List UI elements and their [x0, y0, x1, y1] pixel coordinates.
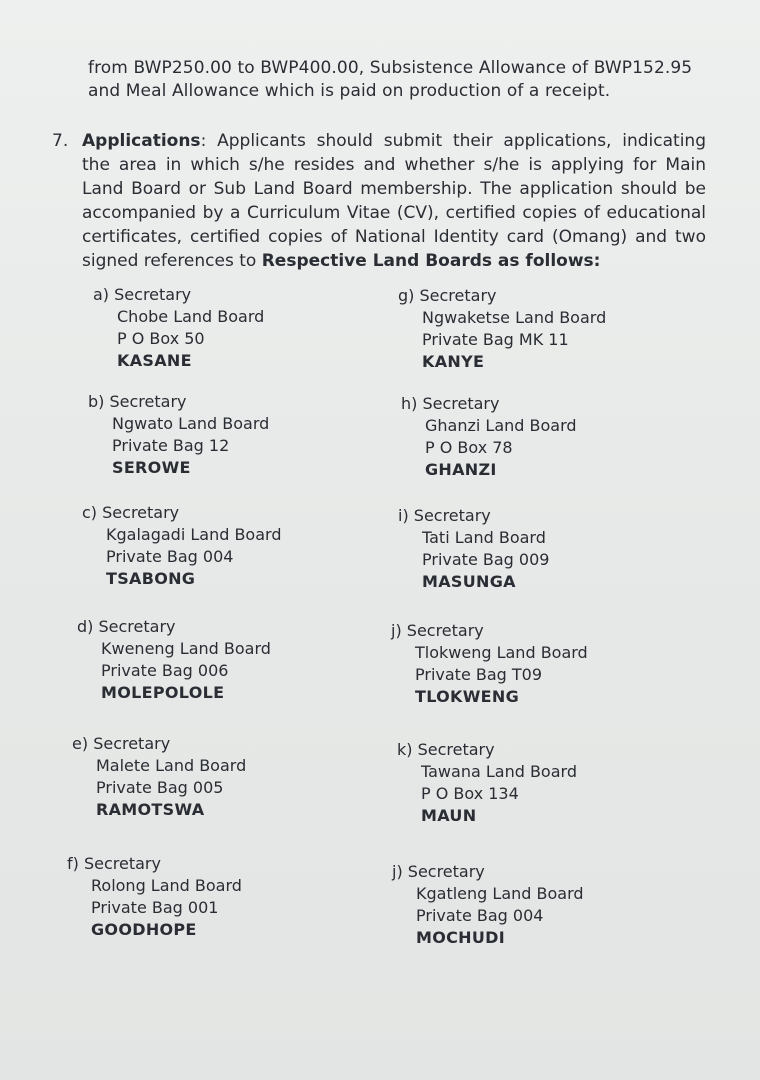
address-entry [67, 853, 242, 941]
entry-board: Tati Land Board [422, 528, 546, 547]
entry-address: Private Bag 001 [91, 898, 219, 917]
entry-label: k) [397, 740, 413, 759]
entry-address: Private Bag 12 [112, 436, 230, 455]
entry-label: c) [82, 503, 98, 522]
section-number: 7. [52, 131, 69, 151]
address-entry [391, 620, 588, 708]
intro-paragraph: from BWP250.00 to BWP400.00, Subsistence Allowance of BWP152.95 and Meal Allowance which is paid on production of a receipt. [88, 58, 693, 101]
section-bold-tail: Respective Land Boards as follows: [261, 251, 601, 271]
entry-title: Secretary [417, 740, 495, 759]
address-entry [392, 861, 584, 949]
entry-address: Private Bag 004 [106, 547, 234, 566]
entry-title: Secretary [98, 617, 176, 636]
entry-town: TSABONG [106, 569, 196, 588]
entry-label: e) [72, 734, 89, 753]
entry-board: Ngwato Land Board [112, 414, 270, 433]
address-entry [398, 285, 606, 373]
entry-town: KANYE [422, 352, 485, 371]
entry-town: MAUN [421, 806, 477, 825]
entry-town: GHANZI [425, 460, 497, 479]
address-entry [72, 733, 246, 821]
entry-address: P O Box 50 [117, 329, 205, 348]
entry-title: Secretary [83, 854, 161, 873]
entry-title: Secretary [93, 734, 171, 753]
section-heading: Applications [82, 131, 201, 151]
entry-board: Tawana Land Board [421, 762, 577, 781]
entry-label: a) [93, 285, 110, 304]
entry-address: P O Box 78 [425, 438, 513, 457]
entry-title: Secretary [114, 285, 192, 304]
entry-board: Kweneng Land Board [101, 639, 271, 658]
entry-title: Secretary [407, 862, 485, 881]
entry-board: Ghanzi Land Board [425, 416, 577, 435]
address-entry [88, 391, 269, 479]
entry-board: Malete Land Board [96, 756, 247, 775]
entry-town: MOLEPOLOLE [101, 683, 225, 702]
entry-town: MOCHUDI [416, 928, 505, 947]
entry-board: Chobe Land Board [117, 307, 265, 326]
address-entry [93, 284, 264, 372]
entry-board: Rolong Land Board [91, 876, 242, 895]
entry-label: j) [392, 862, 403, 881]
entry-address: Private Bag T09 [415, 665, 543, 684]
entry-title: Secretary [102, 503, 180, 522]
applications-paragraph [82, 129, 706, 273]
entry-title: Secretary [406, 621, 484, 640]
entry-board: Kgalagadi Land Board [106, 525, 282, 544]
entry-label: g) [398, 286, 415, 305]
entry-board: Tlokweng Land Board [415, 643, 588, 662]
entry-title: Secretary [419, 286, 497, 305]
entry-town: SEROWE [112, 458, 191, 477]
entry-address: Private Bag 006 [101, 661, 229, 680]
address-entry [77, 616, 271, 704]
entry-title: Secretary [109, 392, 187, 411]
entry-town: GOODHOPE [91, 920, 197, 939]
address-entry [401, 393, 577, 481]
entry-address: Private Bag 005 [96, 778, 224, 797]
entry-label: b) [88, 392, 105, 411]
entry-label: d) [77, 617, 94, 636]
entry-label: f) [67, 854, 79, 873]
entry-address: P O Box 134 [421, 784, 519, 803]
entry-board: Ngwaketse Land Board [422, 308, 607, 327]
entry-title: Secretary [422, 394, 500, 413]
entry-address: Private Bag 009 [422, 550, 550, 569]
entry-label: h) [401, 394, 418, 413]
entry-address: Private Bag MK 11 [422, 330, 569, 349]
entry-town: RAMOTSWA [96, 800, 205, 819]
entry-label: i) [398, 506, 409, 525]
entry-town: MASUNGA [422, 572, 516, 591]
address-entry [397, 739, 577, 827]
entry-title: Secretary [413, 506, 491, 525]
entry-label: j) [391, 621, 402, 640]
address-entry [82, 502, 281, 590]
entry-address: Private Bag 004 [416, 906, 544, 925]
entry-board: Kgatleng Land Board [416, 884, 584, 903]
entry-town: KASANE [117, 351, 192, 370]
address-entry [398, 505, 549, 593]
section-body: : Applicants should submit their applications, indicating the area in which s/he resides and whether s/he is applying for Main Land Board or Sub Land Board membership. The application should be accompanied by a Curriculum Vitae (CV), certified copies of educational certificates, certified copies of National Identity card (Omang) and two signed references to [82, 131, 706, 271]
entry-town: TLOKWENG [415, 687, 520, 706]
